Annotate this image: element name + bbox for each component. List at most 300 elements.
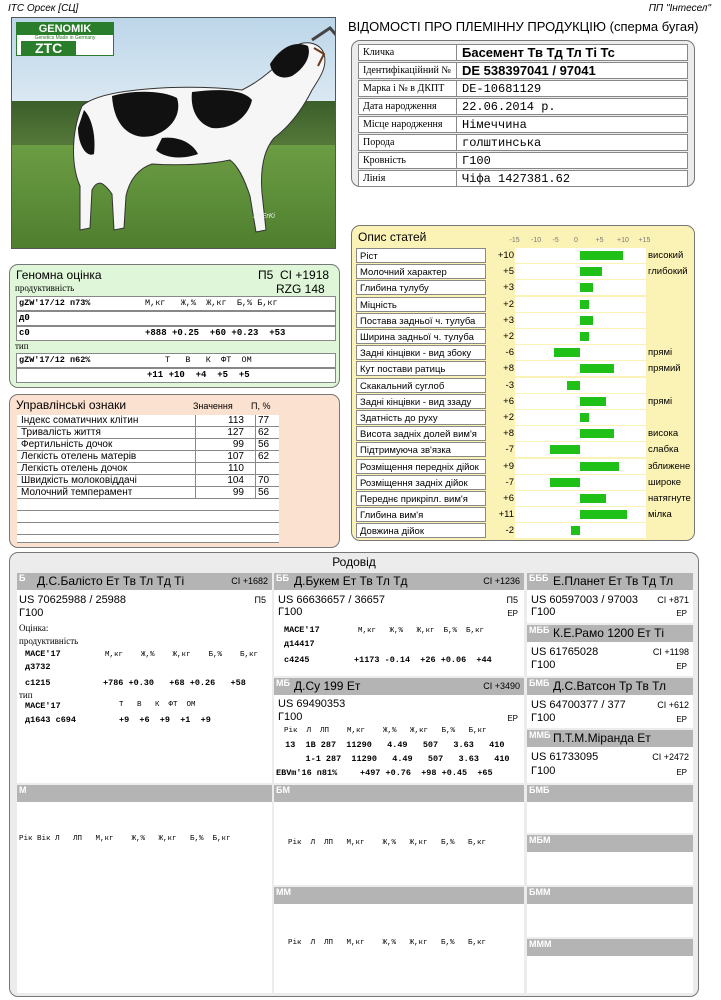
- trait-value: +10: [497, 250, 514, 261]
- ped-mmm-code: МММ: [529, 939, 552, 949]
- ped-bb-mace: MACE'17: [284, 625, 320, 635]
- management-row: [17, 439, 279, 451]
- ped-bbb-blood: Г100: [531, 606, 556, 618]
- trait-row: [356, 475, 692, 491]
- genomic-type-header: [16, 353, 336, 368]
- ped-bb-d: д14417: [284, 639, 315, 649]
- genomic-title: Геномна оцінка: [16, 268, 102, 282]
- mgmt-value: 99: [195, 487, 247, 499]
- info-row-mark: [358, 80, 688, 97]
- ped-b-id: US 70625988 / 25988: [19, 594, 127, 606]
- trait-row: [356, 264, 692, 280]
- ped-bmb-blood: Г100: [531, 712, 556, 724]
- ped-bb-ci: CI +1236: [483, 576, 520, 586]
- info-label: Лінія: [359, 171, 457, 186]
- ped-b-type-dc: д1643 с694: [25, 715, 77, 725]
- ped-bmb-ep: ЕР: [676, 715, 687, 724]
- trait-value: +2: [503, 331, 514, 342]
- ped-bbb-header: [527, 573, 693, 590]
- trait-name: Розміщення передніх дійок: [356, 459, 486, 474]
- genomic-d0: д0: [19, 313, 30, 323]
- logo-tagline: Genetics Made in Germany: [34, 35, 96, 41]
- ped-mmb-box: [527, 730, 693, 783]
- ped-mbm-box: [527, 835, 693, 885]
- ped-mbb-name: К.Е.Рамо 1200 Ет Ті: [553, 626, 665, 640]
- trait-desc: висока: [648, 428, 679, 440]
- genomik-ztc-logo: [16, 22, 114, 56]
- ped-mmm-box: [527, 939, 693, 993]
- ped-mbb-ci: CI +1198: [652, 647, 689, 657]
- management-col-p: П, %: [251, 401, 271, 411]
- mgmt-name: Швидкість молоковіддачі: [21, 475, 137, 486]
- mgmt-name: Тривалість життя: [21, 427, 101, 438]
- trait-bar: [580, 300, 589, 309]
- trait-name: Розміщення задніх дійок: [356, 475, 486, 490]
- trait-row: [356, 378, 692, 394]
- management-col-value: Значення: [193, 401, 233, 411]
- info-label: Кличка: [359, 45, 457, 60]
- ped-bb-blood: Г100: [278, 606, 303, 618]
- ped-b-blood: Г100: [19, 607, 44, 619]
- info-label: Марка і № в ДКПТ: [359, 81, 457, 96]
- info-label: Місце народження: [359, 117, 457, 132]
- ped-bb-box: [274, 573, 524, 676]
- genomic-p5: П5: [258, 268, 274, 282]
- trait-bar-cell: [515, 280, 646, 295]
- info-row-id: [358, 62, 688, 79]
- trait-bar: [580, 267, 602, 276]
- trait-name: Міцність: [356, 297, 486, 312]
- genomic-c0: с0: [19, 328, 30, 338]
- info-row-birthplace: [358, 116, 688, 133]
- trait-name: Ріст: [356, 248, 486, 263]
- trait-name: Молочний характер: [356, 264, 486, 279]
- trait-name: Скакальний суглоб: [356, 378, 486, 393]
- trait-row: [356, 361, 692, 377]
- trait-bar: [580, 429, 614, 438]
- trait-value: -7: [505, 476, 514, 488]
- info-label: Кровність: [359, 153, 457, 168]
- blood: Г100: [462, 154, 491, 168]
- traits-scale-tick: +5: [595, 237, 604, 244]
- traits-scale-tick: -10: [531, 237, 542, 244]
- trait-name: Переднє прикріпл. вим'я: [356, 491, 486, 506]
- ped-mmb-ep: ЕР: [676, 768, 687, 777]
- trait-value: -6: [505, 347, 514, 359]
- trait-bar: [550, 445, 580, 454]
- photo-credit: KoErKi: [253, 213, 275, 220]
- pedigree-panel: [9, 552, 699, 997]
- trait-bar: [580, 283, 593, 292]
- info-label: Порода: [359, 135, 457, 150]
- genomic-c0-values: +888 +0.25 +60 +0.23 +53: [145, 328, 286, 338]
- ped-mb-ep: ЕР: [507, 714, 518, 723]
- trait-desc: прямий: [648, 363, 681, 375]
- mgmt-name: Фертильність дочок: [21, 439, 113, 450]
- traits-scale-tick: 0: [574, 237, 578, 244]
- bull-name: Басемент Тв Тд Тл Ті Тс: [462, 45, 615, 60]
- ped-b-mace: MACE'17: [25, 649, 61, 659]
- ped-b-type-cols: Т В К ФТ ОМ: [119, 701, 196, 709]
- ped-mb-ebv-left: EBVm'16 п81%: [276, 768, 338, 778]
- ped-b-c-values: +786 +0.30 +68 +0.26 +58: [103, 678, 246, 688]
- ped-mbb-blood: Г100: [531, 659, 556, 671]
- trait-bar: [571, 526, 580, 535]
- trait-bar: [580, 251, 623, 260]
- trait-value: +2: [503, 412, 514, 423]
- trait-row: [356, 507, 692, 523]
- bull-info-panel: [351, 40, 695, 187]
- ped-b-code: Б: [19, 573, 26, 583]
- trait-bar-cell: [515, 329, 646, 344]
- ped-b-eval: Оцінка:: [19, 623, 49, 633]
- ped-mm-cols: Рік Л ЛП М,кг Ж,% Ж,кг Б,% Б,кг: [288, 939, 487, 947]
- logo-brand: ZTC: [21, 41, 76, 55]
- mgmt-value: 127: [195, 427, 247, 439]
- ped-mmm-header: [527, 939, 693, 956]
- ped-bmb-header: [527, 678, 693, 695]
- mgmt-p: 56: [255, 487, 279, 499]
- trait-bar-cell: [515, 507, 646, 522]
- header-right: ПП "Інтесел": [648, 3, 711, 14]
- ped-b-cols: М,кг Ж,% Ж,кг Б,% Б,кг: [105, 651, 259, 659]
- mgmt-name: Легкість отелень дочок: [21, 463, 128, 474]
- logo-top-text: GENOMIK: [17, 23, 113, 35]
- trait-row: [356, 410, 692, 426]
- trait-row: [356, 248, 692, 264]
- pedigree-title: Родовід: [332, 555, 376, 569]
- ped-bbb-ep: ЕР: [676, 609, 687, 618]
- traits-scale-tick: +15: [638, 237, 651, 244]
- ped-mb-ci: CI +3490: [483, 681, 520, 691]
- ped-bmm-code: БММ: [529, 887, 551, 897]
- trait-row: [356, 329, 692, 345]
- header-left: ІТС Орсек [СЦ]: [8, 3, 79, 14]
- ped-mbm-code: МБМ: [529, 835, 551, 845]
- trait-value: +8: [503, 363, 514, 375]
- trait-desc: глибокий: [648, 266, 688, 278]
- trait-bar-cell: [515, 264, 646, 279]
- trait-bar-cell: [515, 345, 646, 360]
- ped-mbb-box: [527, 625, 693, 676]
- ped-mb-name: Д.Су 199 Ет: [294, 679, 361, 693]
- trait-bar: [580, 397, 606, 406]
- ped-bb-code: ББ: [276, 573, 289, 583]
- prod-header-left: gZW'17/12 п73%: [19, 298, 91, 308]
- ped-mm-box: [274, 887, 524, 993]
- trait-value: +6: [503, 493, 514, 504]
- ped-bbb-id: US 60597003 / 97003: [531, 594, 639, 606]
- trait-row: [356, 491, 692, 507]
- genomic-ci: CI +1918: [280, 268, 330, 282]
- bull-id: DE 538397041 / 97041: [462, 63, 596, 78]
- trait-row: [356, 345, 692, 361]
- ped-mm-code: ММ: [276, 887, 291, 897]
- ped-m-cols: Рік Вік Л ЛП М,кг Ж,% Ж,кг Б,% Б,кг: [19, 835, 231, 843]
- trait-bar-cell: [515, 410, 646, 425]
- trait-name: Здатність до руху: [356, 410, 486, 425]
- genomic-panel: [9, 264, 340, 388]
- trait-name: Підтримуюча зв'язка: [356, 442, 486, 457]
- trait-name: Задні кінцівки - вид збоку: [356, 345, 486, 360]
- trait-value: +3: [503, 282, 514, 294]
- ped-mbb-code: МББ: [529, 625, 550, 635]
- management-panel: [9, 394, 340, 548]
- ped-bmb2-header: [527, 785, 693, 802]
- ped-m-code: М: [19, 785, 27, 795]
- ped-b-type-mace: MACE'17: [25, 701, 61, 711]
- birth-date: 22.06.2014 р.: [462, 100, 556, 114]
- trait-name: Довжина дійок: [356, 523, 486, 538]
- ped-bmb-ci: CI +612: [657, 700, 689, 710]
- ped-mb-id: US 69490353: [278, 698, 346, 710]
- trait-value: +2: [503, 298, 514, 310]
- mgmt-value: 104: [195, 475, 247, 487]
- ped-b-c: с1215: [25, 678, 51, 688]
- ped-mmb-code: ММБ: [529, 730, 551, 740]
- line: Чіфа 1427381.62: [462, 172, 571, 186]
- genomic-d0-row: [16, 311, 336, 326]
- ped-bb-cols: М,кг Ж,% Ж,кг Б,% Б,кг: [358, 627, 485, 635]
- info-label: Дата народження: [359, 99, 457, 114]
- ped-bmb-id: US 64700377 / 377: [531, 699, 626, 711]
- trait-value: +6: [503, 395, 514, 407]
- trait-row: [356, 442, 692, 458]
- ped-bb-ep: ЕР: [507, 609, 518, 618]
- genomic-type-values-row: [16, 368, 336, 383]
- ped-mb-row2: 1-1 287 11290 4.49 507 3.63 410: [280, 754, 510, 764]
- trait-value: -7: [505, 444, 514, 456]
- trait-bar: [580, 364, 614, 373]
- ped-bm-box: [274, 785, 524, 885]
- ped-bmb-box: [527, 678, 693, 728]
- info-row-line: [358, 170, 688, 187]
- management-row: [17, 427, 279, 439]
- mgmt-p: [255, 463, 279, 475]
- trait-bar: [550, 478, 580, 487]
- type-header-left: gZW'17/12 п62%: [19, 355, 91, 365]
- mgmt-p: 62: [255, 451, 279, 463]
- ped-bb-header: [274, 573, 524, 590]
- trait-bar-cell: [515, 442, 646, 457]
- trait-bar: [580, 413, 589, 422]
- info-row-blood: [358, 152, 688, 169]
- mgmt-value: 110: [195, 463, 247, 475]
- trait-bar-cell: [515, 475, 646, 490]
- ped-b-d: д3732: [25, 662, 51, 672]
- ped-mbb-id: US 61765028: [531, 646, 599, 658]
- ped-bm-cols: Рік Л ЛП М,кг Ж,% Ж,кг Б,% Б,кг: [288, 839, 487, 847]
- trait-row: [356, 459, 692, 475]
- trait-name: Кут постави ратиць: [356, 361, 486, 376]
- bull-photo: [11, 17, 336, 249]
- trait-bar: [580, 462, 619, 471]
- ped-mmb-id: US 61733095: [531, 751, 599, 763]
- trait-value: +8: [503, 428, 514, 440]
- trait-desc: слабка: [648, 444, 679, 456]
- traits-title: Опис статей: [358, 230, 427, 244]
- trait-name: Задні кінцівки - вид ззаду: [356, 394, 486, 409]
- trait-value: +9: [503, 460, 514, 472]
- trait-desc: широке: [648, 476, 682, 488]
- trait-name: Ширина задньої ч. тулуба: [356, 329, 486, 344]
- prod-cols: М,кг Ж,% Ж,кг Б,% Б,кг: [145, 298, 278, 308]
- birth-place: Німеччина: [462, 118, 527, 132]
- management-row: [17, 475, 279, 487]
- ped-bbb-name: Е.Планет Ет Тв Тд Тл: [553, 574, 674, 588]
- traits-scale-tick: -5: [552, 237, 559, 244]
- genomic-c0-row: [16, 326, 336, 341]
- trait-row: [356, 313, 692, 329]
- bull-mark: DE-10681129: [462, 82, 542, 96]
- ped-bb-name: Д.Букем Ет Тв Тл Тд: [294, 574, 408, 588]
- mgmt-name: Легкість отелень матерів: [21, 451, 137, 462]
- ped-b-prod: продуктивність: [19, 636, 79, 646]
- traits-panel: [351, 225, 695, 541]
- trait-bar-cell: [515, 426, 646, 441]
- ped-b-header: [17, 573, 272, 590]
- type-label: тип: [15, 341, 29, 351]
- ped-bb-p: П5: [506, 595, 518, 605]
- trait-row: [356, 523, 692, 539]
- ped-mb-box: [274, 678, 524, 783]
- mgmt-p: 62: [255, 427, 279, 439]
- genomic-prod-header: [16, 296, 336, 311]
- trait-value: +5: [503, 266, 514, 278]
- trait-bar-cell: [515, 491, 646, 506]
- ped-mmb-name: П.Т.М.Міранда Ет: [553, 731, 651, 745]
- document-title: ВІДОМОСТІ ПРО ПЛЕМІННУ ПРОДУКЦІЮ (сперма бугая): [348, 19, 699, 34]
- trait-row: [356, 426, 692, 442]
- ped-bbb-box: [527, 573, 693, 623]
- mgmt-name: Індекс соматичних клітин: [21, 415, 139, 426]
- info-label: Ідентифікаційний №: [359, 63, 457, 78]
- ped-mb-row1: 13 1В 287 11290 4.49 507 3.63 410: [280, 740, 505, 750]
- productivity-label: продуктивність: [15, 283, 75, 293]
- traits-scale-tick: +10: [617, 237, 629, 244]
- ped-mbb-header: [527, 625, 693, 642]
- trait-bar-cell: [515, 459, 646, 474]
- trait-desc: високий: [648, 250, 684, 261]
- ped-bmm-header: [527, 887, 693, 904]
- type-values: +11 +10 +4 +5 +5: [147, 370, 250, 380]
- trait-bar-cell: [515, 248, 646, 263]
- trait-bar-cell: [515, 378, 646, 393]
- ped-mm-header: [274, 887, 524, 904]
- ped-b-name: Д.С.Балісто Ет Тв Тл Тд Ті: [37, 574, 185, 588]
- ped-b-type: тип: [19, 690, 33, 700]
- trait-value: -3: [505, 379, 514, 391]
- management-row: [17, 415, 279, 427]
- ped-mb-code: МБ: [276, 678, 290, 688]
- ped-mb-header: [274, 678, 524, 695]
- ped-bm-header: [274, 785, 524, 802]
- ped-mmb-header: [527, 730, 693, 747]
- mgmt-p: 56: [255, 439, 279, 451]
- ped-bmb-code: БМБ: [529, 678, 550, 688]
- ped-mb-ebv-values: +497 +0.76 +98 +0.45 +65: [360, 768, 493, 778]
- management-row: [17, 463, 279, 475]
- management-row-empty: [17, 535, 279, 543]
- ped-bbb-code: БББ: [529, 573, 549, 583]
- trait-bar-cell: [515, 361, 646, 376]
- trait-desc: зближене: [648, 460, 691, 472]
- info-row-breed: [358, 134, 688, 151]
- ped-b-type-values: +9 +6 +9 +1 +9: [119, 715, 211, 725]
- ped-mmb-ci: CI +2472: [652, 752, 689, 762]
- mgmt-p: 70: [255, 475, 279, 487]
- breed: голштинська: [462, 136, 542, 150]
- trait-name: Висота задніх долей вим'я: [356, 426, 486, 441]
- trait-bar: [580, 510, 627, 519]
- ped-b-p: П5: [254, 595, 266, 605]
- trait-bar-cell: [515, 394, 646, 409]
- ped-bm-code: БМ: [276, 785, 290, 795]
- ped-bb-id: US 66636657 / 36657: [278, 594, 386, 606]
- management-row-empty: [17, 523, 279, 535]
- traits-scale-tick: -15: [509, 237, 520, 244]
- info-row-birthdate: [358, 98, 688, 115]
- ped-bb-c: с4245: [284, 655, 310, 665]
- management-row: [17, 487, 279, 499]
- trait-name: Глибина вим'я: [356, 507, 486, 522]
- info-row-name: [358, 44, 688, 61]
- trait-desc: натягнуте: [648, 493, 691, 504]
- ped-mbb-ep: ЕР: [676, 662, 687, 671]
- ped-mmb-blood: Г100: [531, 765, 556, 777]
- ped-m-header: [17, 785, 272, 802]
- ped-b-ci: CI +1682: [231, 576, 268, 586]
- management-row: [17, 451, 279, 463]
- management-row-empty: [17, 499, 279, 511]
- ped-bb-c-values: +1173 -0.14 +26 +0.06 +44: [354, 655, 492, 665]
- trait-desc: прямі: [648, 395, 673, 407]
- trait-bar: [554, 348, 580, 357]
- ped-mbm-header: [527, 835, 693, 852]
- trait-bar-cell: [515, 523, 646, 538]
- ped-mb-cols: Рік Л ЛП М,кг Ж,% Ж,кг Б,% Б,кг: [284, 727, 487, 735]
- trait-desc: мілка: [648, 509, 672, 521]
- trait-desc: прямі: [648, 347, 673, 359]
- management-title: Управлінські ознаки: [16, 398, 127, 412]
- mgmt-value: 107: [195, 451, 247, 463]
- ped-bmb2-box: [527, 785, 693, 833]
- mgmt-value: 113: [195, 415, 247, 427]
- ped-b-box: [17, 573, 272, 783]
- trait-bar-cell: [515, 297, 646, 312]
- trait-bar: [567, 381, 580, 390]
- trait-bar: [580, 316, 593, 325]
- trait-value: +11: [498, 509, 514, 521]
- trait-row: [356, 280, 692, 296]
- management-row-empty: [17, 511, 279, 523]
- ped-m-box: [17, 785, 272, 993]
- trait-value: -2: [505, 525, 514, 537]
- ped-mb-blood: Г100: [278, 711, 303, 723]
- mgmt-name: Молочний темперамент: [21, 487, 133, 498]
- type-cols: Т В К ФТ ОМ: [165, 355, 252, 365]
- trait-row: [356, 297, 692, 313]
- ped-bmb2-code: БМБ: [529, 785, 550, 795]
- ped-bmm-box: [527, 887, 693, 937]
- trait-bar-cell: [515, 313, 646, 328]
- trait-row: [356, 394, 692, 410]
- ped-bbb-ci: CI +871: [657, 595, 689, 605]
- trait-name: Глибина тулубу: [356, 280, 486, 295]
- genomic-rzg: RZG 148: [276, 282, 325, 296]
- trait-bar: [580, 332, 589, 341]
- trait-name: Постава задньої ч. тулуба: [356, 313, 486, 328]
